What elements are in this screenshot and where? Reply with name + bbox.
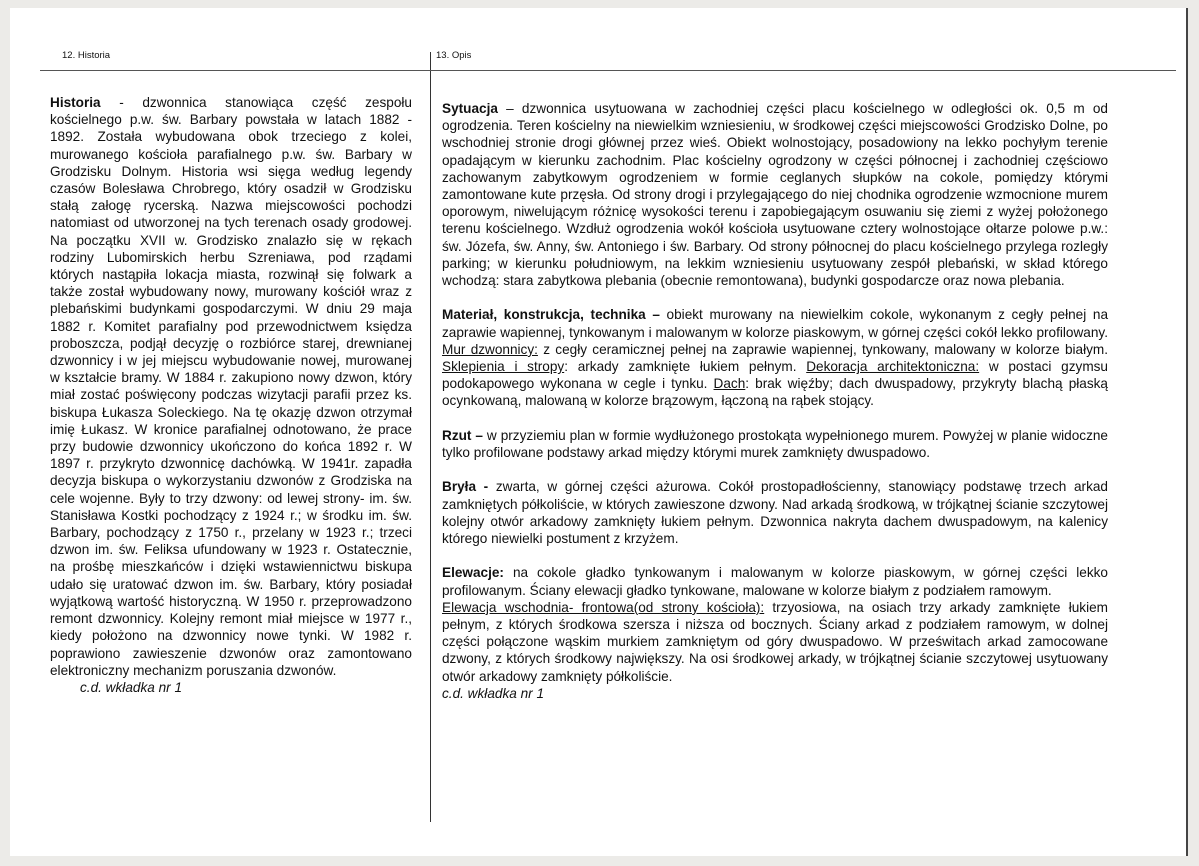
bryla-lead: Bryła -	[442, 479, 489, 495]
sheet-edge	[1186, 8, 1188, 856]
sytuacja-text: – dzwonnica usytuowana w zachodniej części placu kościelnego w odległości ok. 0,5 m od ogrodzenia. Teren kościelny na niewielkim wzniesieniu, w środkowej części miejscowości Grodzisko Dolne, po wschodniej stronie drogi głównej przez wieś. Obiekt wolnostojący, posadowiony na lekko pochyłym terenie opadającym w kierunku zachodnim. Plac kościelny ogrodzony w części północnej i zachodniej częściowo zachowanym zabytkowym ogrodzeniem w formie ceglanych słupków na cokole, pomiędzy którymi zamontowane kute przęsła. Od strony drogi i przylegającego do niej chodnika ogrodzenie wzmocnione murem oporowym, niwelującym różnicę wysokości terenu i zapobiegającym osuwaniu się ziemi z wyżej położonego terenu kościelnego. Wzdłuż ogrodzenia wokół kościoła usytuowane cztery wolnostojące ołtarze polowe p.w.: św. Józefa, św. Anny, św. Antoniego i św. Barbary. Od strony północnej do placu kościelnego przylega rozległy parking; w kierunku południowym, na lekkim wzniesieniu usytuowany zespół plebański, w skład którego wchodzą: stara zabytkowa plebania (obecnie remontowana), budynki gospodarcze oraz nowa plebania.	[442, 101, 1108, 289]
bryla-paragraph	[442, 478, 1108, 547]
material-text-1: obiekt murowany na niewielkim cokole, wykonanym z cegły pełnej na zaprawie wapiennej, tynkowanym i malowanym w kolorze piaskowym, w górnej części cokół lekko profilowany.	[442, 307, 1108, 340]
material-text-5: : brak więźby; dach dwuspadowy, przykryty blachą płaską ocynkowaną, malowaną w kolorze brązowym, łączoną na rąbek stojący.	[442, 376, 1108, 409]
historia-lead: Historia	[50, 95, 101, 110]
dekoracja-label: Dekoracja architektoniczna:	[806, 359, 980, 375]
header-rule	[40, 70, 1176, 71]
historia-continued: c.d. wkładka nr 1	[80, 679, 182, 695]
historia-text: - dzwonnica stanowiąca część zespołu kościelnego p.w. św. Barbary powstała w latach 1882 - 1892. Została wybudowana obok trzeciego z kolei, murowanego kościoła parafialnego p.w. św. Barbary w Grodzisku Dolnym. Historia wsi sięga według legendy czasów Bolesława Chrobrego, który osadził w Grodzisku stałą załogę rycerską. Nazwa miejscowości pochodzi natomiast od utworzonej na tych terenach osady grodowej. Na początku XVII w. Grodzisko znalazło się w rękach rodziny Lubomirskich herbu Szreniawa, pod rządami których nastąpiła lokacja miasta, rozwinął się folwark a także został wybudowany nowy, murowany kościół wraz z plebańskimi budynkami gospodarczymi. W dniu 29 maja 1882 r. Komitet parafialny pod przewodnictwem księdza proboszcza, podjął decyzję o rozbiórce starej, drewnianej dzwonnicy i w jej miejscu wybudowanie nowej, murowanej w kształcie bramy. W 1884 r. zakupiono nowy dzwon, który miał zostać poświęcony podczas wizytacji parafii przez ks. biskupa Łukasza Soleckiego. Na tę okazję dzwon otrzymał imię Łukasz. W kronice parafialnej odnotowano, że prace przy budowie dzwonnicy ukończono do końca 1892 r. W 1897 r. przykryto dzwonnicę dachówką. W 1941r. zapadła decyzja biskupa o wykorzystaniu dzwonów z Grodziska na cele wojenne. Były to trzy dzwony: od lewej strony- im. św. Stanisława Kostki pochodzący z 1924 r.; w środku im. św. Barbary, pochodzący z 1750 r., przelany w 1923 r.; trzeci dzwon im. św. Feliksa ufundowany w 1923 r. Ostatecznie, na prośbę mieszkańców i dzięki wstawiennictwu biskupa udało się uratować dzwon im. św. Barbary, który posiadał wyjątkową wartość historyczną. W 1950 r. przeprowadzono remont dzwonnicy. Kolejny remont miał miejsce w 1977 r., kiedy położono na dzwonnicy nowe tynki. W 1982 r. poprawiono zawieszenie dzwonów oraz zamontowano elektroniczny mechanizm poruszania dzwonów.	[50, 95, 412, 678]
sytuacja-lead: Sytuacja	[442, 101, 498, 116]
sklepienia-label: Sklepienia i stropy	[442, 359, 565, 375]
opis-continued: c.d. wkładka nr 1	[442, 685, 544, 701]
section-header-historia: 12. Historia	[62, 50, 111, 61]
material-lead: Materiał, konstrukcja, technika –	[442, 307, 660, 323]
elewacja-wschodnia-text: trzyosiowa, na osiach trzy arkady zamknięte łukiem pełnym, z których środkowa szersza i niższa od bocznych. Ściany arkad z podziałem ramowym, w dolnej części połączone wąskim murkiem zamkniętym od góry dwuspadowo. W prześwitach arkad zamocowane dzwony, z których środkowy największy. Na osi środkowej arkady, w trójkątnej ścianie szczytowej usytuowany otwór arkadowy zamknięty półkoliście.	[442, 599, 1108, 684]
section-header-opis: 13. Opis	[436, 50, 472, 61]
historia-paragraph	[50, 94, 412, 679]
elewacja-wschodnia-label: Elewacja wschodnia- frontowa(od strony kościoła):	[442, 599, 765, 615]
dach-label: Dach	[713, 376, 746, 392]
mur-dzwonnicy-label: Mur dzwonnicy:	[442, 341, 538, 357]
elewacje-paragraph	[442, 564, 1108, 684]
material-text-4: w postaci gzymsu podokapowego wykonana w cegle i tynku.	[442, 359, 1108, 392]
rzut-text: w przyziemiu plan w formie wydłużonego prostokąta wypełnionego murem. Powyżej w planie widoczne tylko profilowane podstawy arkad między którymi murek zamknięty dwuspadowo.	[442, 427, 1108, 461]
historia-column	[50, 94, 412, 696]
elewacje-text: na cokole gładko tynkowanym i malowanym w kolorze piaskowym, w górnej części lekko profilowanym. Ściany elewacji gładko tynkowane, malowane w kolorze białym z podziałem ramowym.	[442, 565, 1108, 598]
elewacje-lead: Elewacje:	[442, 565, 504, 581]
material-text-3: : arkady zamknięte łukiem pełnym.	[564, 359, 807, 375]
rzut-lead: Rzut –	[442, 427, 483, 443]
material-paragraph	[442, 306, 1108, 409]
rzut-paragraph	[442, 427, 1108, 461]
opis-column	[442, 100, 1108, 702]
sytuacja-paragraph	[442, 100, 1108, 289]
column-divider	[430, 52, 431, 822]
material-text-2: z cegły ceramicznej pełnej na zaprawie wapiennej, tynkowany, malowany w kolorze białym.	[537, 341, 1108, 357]
bryla-text: zwarta, w górnej części ażurowa. Cokół prostopadłościenny, stanowiący podstawę trzech arkad zamkniętych półkoliście, w których zawieszone dzwony. Nad arkadą środkową, w trójkątnej ścianie szczytowej kolejny otwór arkadowy zamknięty łukiem pełnym. Dzwonnica nakryta dachem dwuspadowym, na kalenicy którego niewielki postument z krzyżem.	[442, 479, 1108, 547]
